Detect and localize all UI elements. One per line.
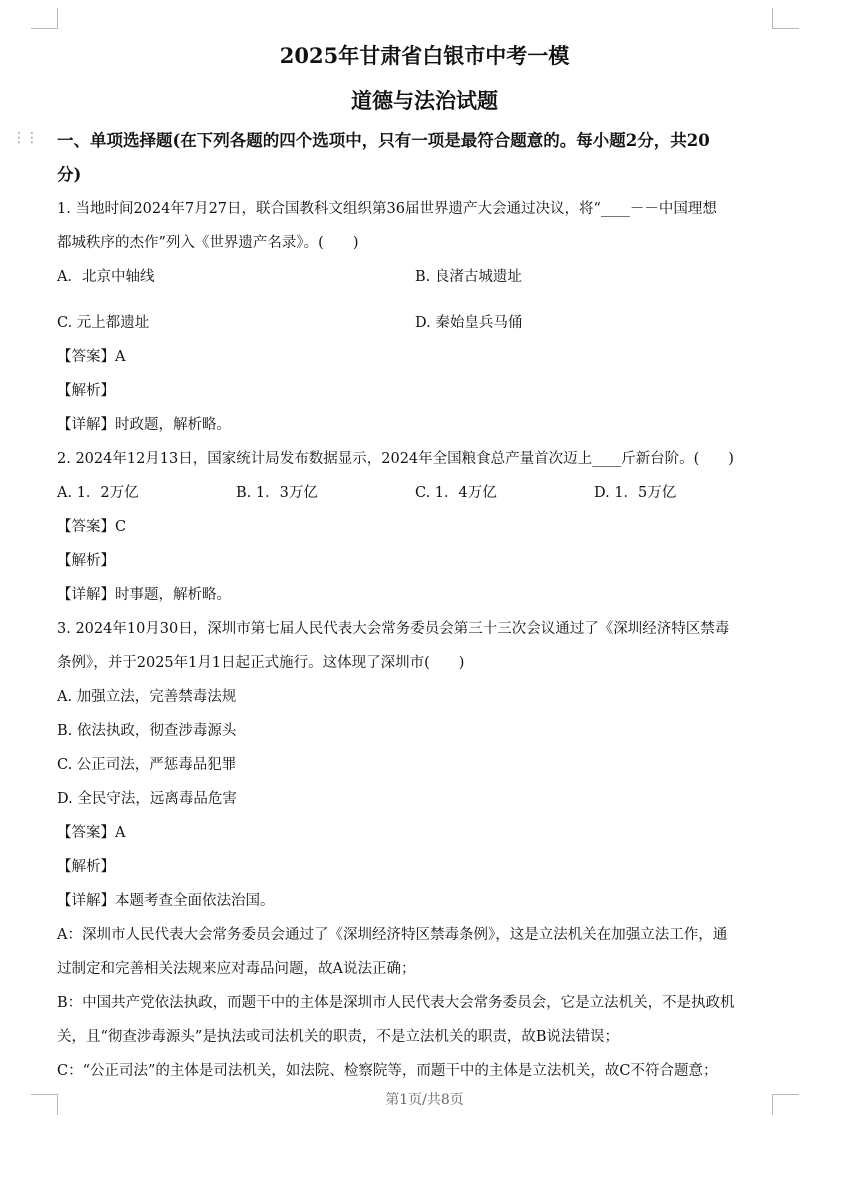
question-1-option-b: B. 良渚古城遗址	[415, 269, 522, 285]
question-3-option-c: C. 公正司法，严惩毒品犯罪	[57, 757, 237, 773]
question-1-detail: 【详解】时政题，解析略。	[57, 417, 231, 433]
document-body	[57, 124, 772, 1088]
question-2-option-a: A. 1．2万亿	[57, 485, 139, 501]
question-3-explanation-c: C：“公正司法”的主体是司法机关，如法院、检察院等，而题干中的主体是立法机关，故C不符合题意；	[57, 1063, 718, 1079]
question-3-explanation-a-continued: 过制定和完善相关法规来应对毒品问题，故A说法正确；	[57, 961, 416, 977]
question-2-stem: 2. 2024年12月13日，国家统计局发布数据显示，2024年全国粮食总产量首次迈上____斤新台阶。( )	[57, 451, 734, 467]
question-1-analysis: 【解析】	[57, 383, 115, 399]
crop-mark-top-left	[31, 8, 58, 29]
question-1-answer: 【答案】A	[57, 349, 126, 365]
question-3-option-b: B. 依法执政，彻查涉毒源头	[57, 723, 237, 739]
question-1-option-c: C. 元上都遗址	[57, 315, 150, 331]
document-subtitle: 道德与法治试题	[351, 88, 498, 113]
question-2-analysis: 【解析】	[57, 553, 115, 569]
question-3-stem-continued: 条例》，并于2025年1月1日起正式施行。这体现了深圳市( )	[57, 655, 465, 671]
question-1-options-row-2	[57, 306, 772, 340]
document-title: 2025年甘肃省白银市中考一模	[279, 43, 570, 68]
question-1-option-a: A．北京中轴线	[57, 269, 155, 285]
question-3-explanation-b-continued: 关，且“彻查涉毒源头”是执法或司法机关的职责，不是立法机关的职责，故B说法错误；	[57, 1029, 619, 1045]
question-1-option-d: D. 秦始皇兵马俑	[415, 315, 523, 331]
question-1-options-row-1	[57, 260, 772, 294]
crop-mark-top-right	[772, 8, 799, 29]
question-3-explanation-b: B：中国共产党依法执政，而题干中的主体是深圳市人民代表大会常务委员会，它是立法机关，不是执政机	[57, 995, 735, 1011]
question-3-stem: 3. 2024年10月30日，深圳市第七届人民代表大会常务委员会第三十三次会议通过了《深圳经济特区禁毒	[57, 621, 730, 637]
page-indicator: 第1页/共8页	[385, 1092, 464, 1108]
question-2-option-b: B. 1．3万亿	[236, 485, 318, 501]
question-3-detail: 【详解】本题考查全面依法治国。	[57, 893, 275, 909]
question-1-stem-continued: 都城秩序的杰作”列入《世界遗产名录》。( )	[57, 235, 359, 251]
question-3-analysis: 【解析】	[57, 859, 115, 875]
question-2-option-c: C. 1．4万亿	[415, 485, 497, 501]
question-2-options-row	[57, 476, 772, 510]
question-3-explanation-a: A：深圳市人民代表大会常务委员会通过了《深圳经济特区禁毒条例》，这是立法机关在加强立法工作，通	[57, 927, 728, 943]
section-heading: 一、单项选择题(在下列各题的四个选项中，只有一项是最符合题意的。每小题2分，共20	[57, 131, 710, 150]
section-heading-continued: 分)	[57, 165, 82, 184]
question-1-stem: 1. 当地时间2024年7月27日，联合国教科文组织第36届世界遗产大会通过决议，将“____－－中国理想	[57, 201, 717, 217]
question-3-option-a: A. 加强立法，完善禁毒法规	[57, 689, 237, 705]
question-2-detail: 【详解】时事题，解析略。	[57, 587, 231, 603]
question-2-option-d: D. 1．5万亿	[594, 485, 677, 501]
question-3-option-d: D. 全民守法，远离毒品危害	[57, 791, 237, 807]
question-2-answer: 【答案】C	[57, 519, 127, 535]
question-3-answer: 【答案】A	[57, 825, 126, 841]
drag-handle-icon[interactable]: ⋮⋮	[12, 130, 38, 146]
